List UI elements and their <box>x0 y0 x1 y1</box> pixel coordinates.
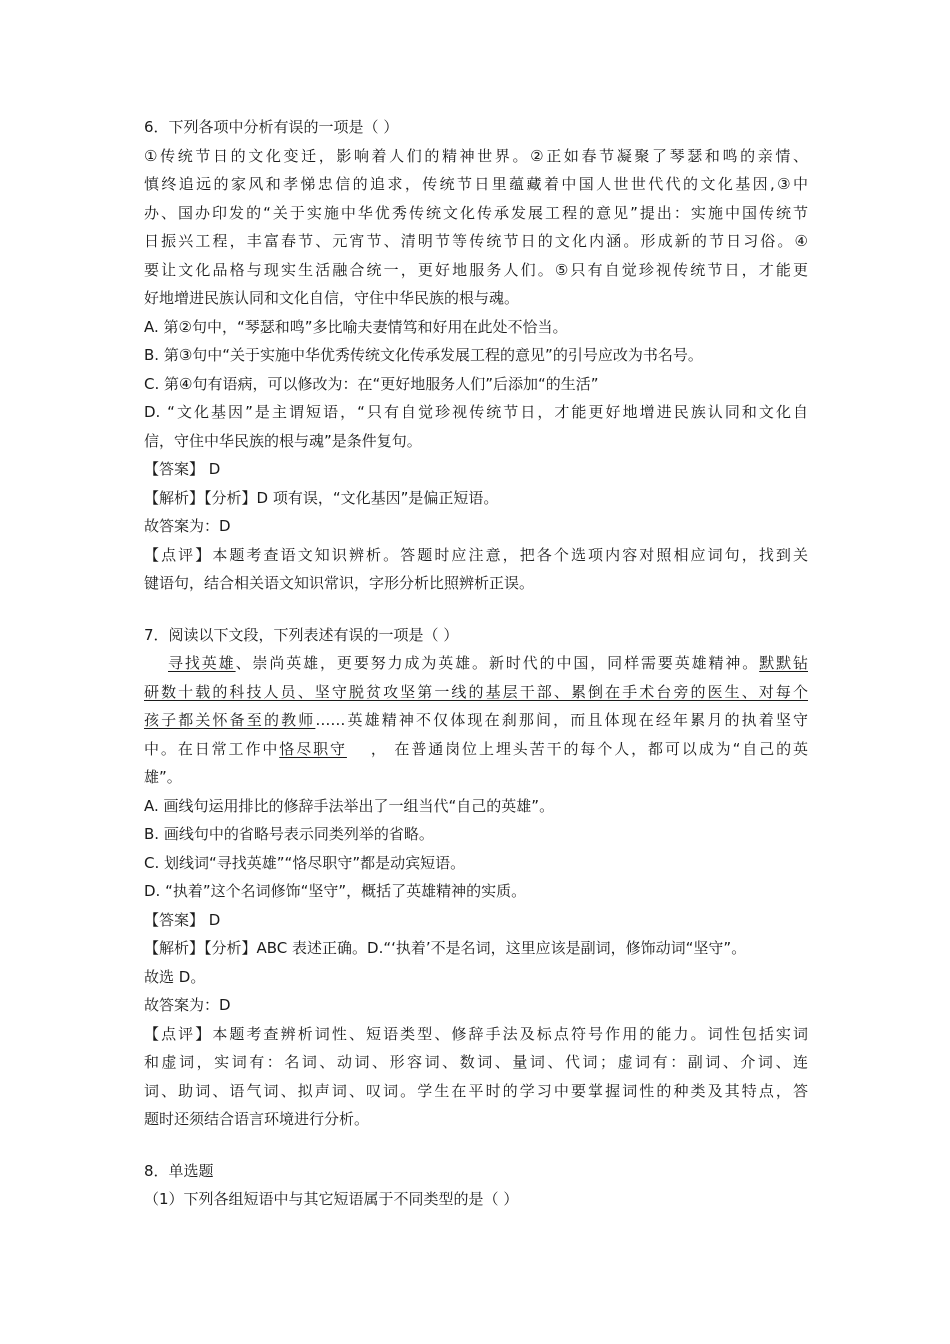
q6-passage-line: 要让文化品格与现实生活融合统一，更好地服务人们。⑤只有自觉珍视传统节日，才能更 <box>144 260 808 279</box>
q8-title: 8．单选题 <box>144 1161 214 1180</box>
q7-option-b: B. 画线句中的省略号表示同类列举的省略。 <box>144 825 434 843</box>
q6-option-d-cont: 信，守住中华民族的根与魂”是条件复句。 <box>144 431 422 450</box>
passage-text: ……英雄精神不仅体现在刹那间，而且体现在经年累月的执着坚守 <box>315 711 808 729</box>
q7-title: 7．阅读以下文段，下列表述有误的一项是（ ） <box>144 625 459 644</box>
q6-analysis: 【解析】【分析】D 项有误，“文化基因”是偏正短语。 <box>144 488 499 507</box>
underlined-phrase: 默默钻 <box>759 654 808 672</box>
q6-passage-line: 办、国办印发的“关于实施中华优秀传统文化传承发展工程的意见”提出：实施中国传统节 <box>144 203 808 222</box>
underlined-phrase: 寻找英雄 <box>168 654 236 672</box>
passage-text: 、崇尚英雄，更要努力成为英雄。新时代的中国，同样需要英雄精神。 <box>235 654 760 672</box>
q6-passage-line: ①传统节日的文化变迁，影响着人们的精神世界。②正如春节凝聚了琴瑟和鸣的亲情、 <box>144 146 808 165</box>
underlined-phrase: 研数十载的科技人员、坚守脱贫攻坚第一线的基层干部、累倒在手术台旁的医生、对每个 <box>144 682 808 701</box>
q6-comment-cont: 键语句，结合相关语文知识常识，字形分析比照辨析正误。 <box>144 574 535 592</box>
q7-option-d: D. “执着”这个名词修饰“坚守”，概括了英雄精神的实质。 <box>144 882 527 900</box>
q7-passage-line-3 <box>144 706 808 735</box>
q8-subquestion-1: （1）下列各组短语中与其它短语属于不同类型的是（ ） <box>144 1190 519 1208</box>
q6-option-d: D. “文化基因”是主谓短语，“只有自觉珍视传统节日，才能更好地增进民族认同和文化自 <box>144 403 808 421</box>
q7-analysis: 【解析】【分析】ABC 表述正确。D.“‘执着’不是名词，这里应该是副词，修饰动词“坚守”。 <box>144 939 747 957</box>
q6-option-c: C. 第④句有语病，可以修改为：在“更好地服务人们”后添加“的生活” <box>144 374 599 393</box>
passage-text: ， 在普通岗位上埋头苦干的每个人，都可以成为“自己的英 <box>368 739 808 758</box>
q6-comment: 【点评】本题考查语文知识辨析。答题时应注意，把各个选项内容对照相应词句，找到关 <box>144 545 808 564</box>
q6-option-b: B. 第③句中“关于实施中华优秀传统文化传承发展工程的意见”的引号应改为书名号。 <box>144 346 703 364</box>
q7-comment: 【点评】本题考查辨析词性、短语类型、修辞手法及标点符号作用的能力。词性包括实词 <box>144 1024 808 1043</box>
underlined-phrase: 孩子都关怀备至的教师 <box>144 711 316 729</box>
q6-passage-line: 日振兴工程，丰富春节、元宵节、清明节等传统节日的文化内涵。形成新的节日习俗。④ <box>144 232 808 250</box>
q7-comment-cont: 和虚词，实词有：名词、动词、形容词、数词、量词、代词；虚词有：副词、介词、连 <box>144 1053 808 1071</box>
q7-comment-cont: 题时还须结合语言环境进行分析。 <box>144 1110 370 1128</box>
q7-option-a: A. 画线句运用排比的修辞手法举出了一组当代“自己的英雄”。 <box>144 796 555 815</box>
document-page <box>144 113 808 1214</box>
q7-passage-line-2 <box>144 678 808 707</box>
q7-option-c: C. 划线词“寻找英雄”“恪尽职守”都是动宾短语。 <box>144 853 466 872</box>
q7-comment-cont: 词、助词、语气词、拟声词、叹词。学生在平时的学习中要掌握词性的种类及其特点，答 <box>144 1081 808 1100</box>
q7-analysis-cont: 故选 D。 <box>144 967 206 986</box>
underlined-phrase: 恪尽职守 <box>279 739 347 758</box>
passage-text: 中。在日常工作中 <box>144 739 280 758</box>
q6-passage-line: 慎终追远的家风和孝悌忠信的追求，传统节日里蕴藏着中国人世世代代的文化基因,③中 <box>144 175 808 193</box>
q6-answer: 【答案】 D <box>144 460 221 478</box>
q7-passage-line-5: 雄”。 <box>144 768 182 786</box>
q7-final-answer: 故答案为：D <box>144 996 231 1014</box>
q7-passage-line-1 <box>144 649 808 678</box>
q6-final-answer: 故答案为：D <box>144 517 231 535</box>
q6-title: 6．下列各项中分析有误的一项是（ ） <box>144 118 399 136</box>
q6-passage-line: 好地增进民族认同和文化自信，守住中华民族的根与魂。 <box>144 289 520 307</box>
q7-answer: 【答案】 D <box>144 910 221 929</box>
q6-option-a: A. 第②句中，“琴瑟和鸣”多比喻夫妻情笃和好用在此处不恰当。 <box>144 317 568 336</box>
q7-passage-line-4 <box>144 735 808 764</box>
